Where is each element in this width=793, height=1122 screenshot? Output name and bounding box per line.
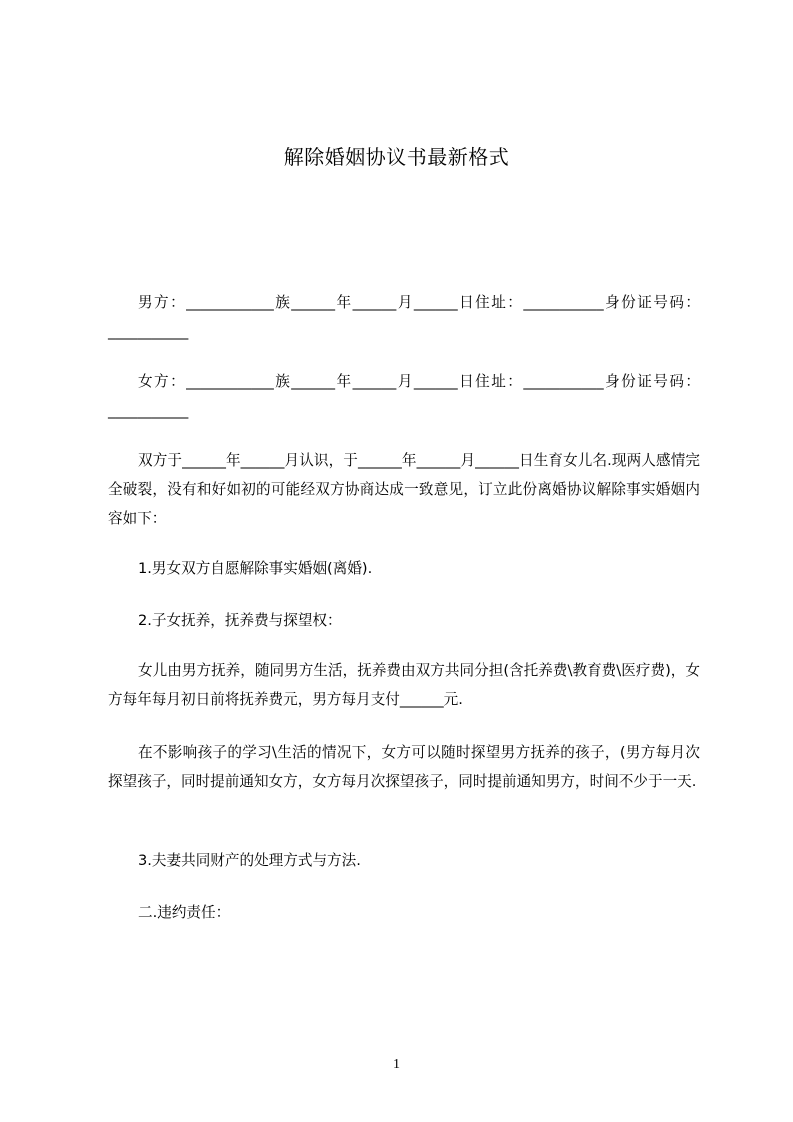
male-party-info: 男方：____________族______年______月______日住址：___________身份证号码：___________ <box>108 294 700 340</box>
clause-3: 3.夫妻共同财产的处理方式与方法. <box>138 852 361 869</box>
female-party-info: 女方：____________族______年______月______日住址：___________身份证号码：___________ <box>108 373 700 419</box>
child-support-paragraph: 女儿由男方抚养，随同男方生活，抚养费由双方共同分担(含托养费\教育费\医疗费)，女方每年每月初日前将抚养费元，男方每月支付______元. <box>108 662 700 708</box>
visitation-paragraph: 在不影响孩子的学习\生活的情况下，女方可以随时探望男方抚养的孩子，(男方每月次探望孩子，同时提前通知女方，女方每月次探望孩子，同时提前通知男方，时间不少于一天. <box>108 744 700 790</box>
section-breach-of-contract: 二.违约责任： <box>138 904 231 921</box>
document-title: 解除婚姻协议书最新格式 <box>283 145 510 169</box>
clause-1: 1.男女双方自愿解除事实婚姻(离婚). <box>138 560 373 577</box>
intro-paragraph: 双方于______年______月认识，于______年______月______日生育女儿名.现两人感情完全破裂，没有和好如初的可能经双方协商达成一致意见，订立此份离婚协议解除事实婚姻内容如下： <box>108 452 700 527</box>
page-number: 1 <box>393 1057 400 1072</box>
clause-2: 2.子女抚养，抚养费与探望权： <box>138 612 342 629</box>
